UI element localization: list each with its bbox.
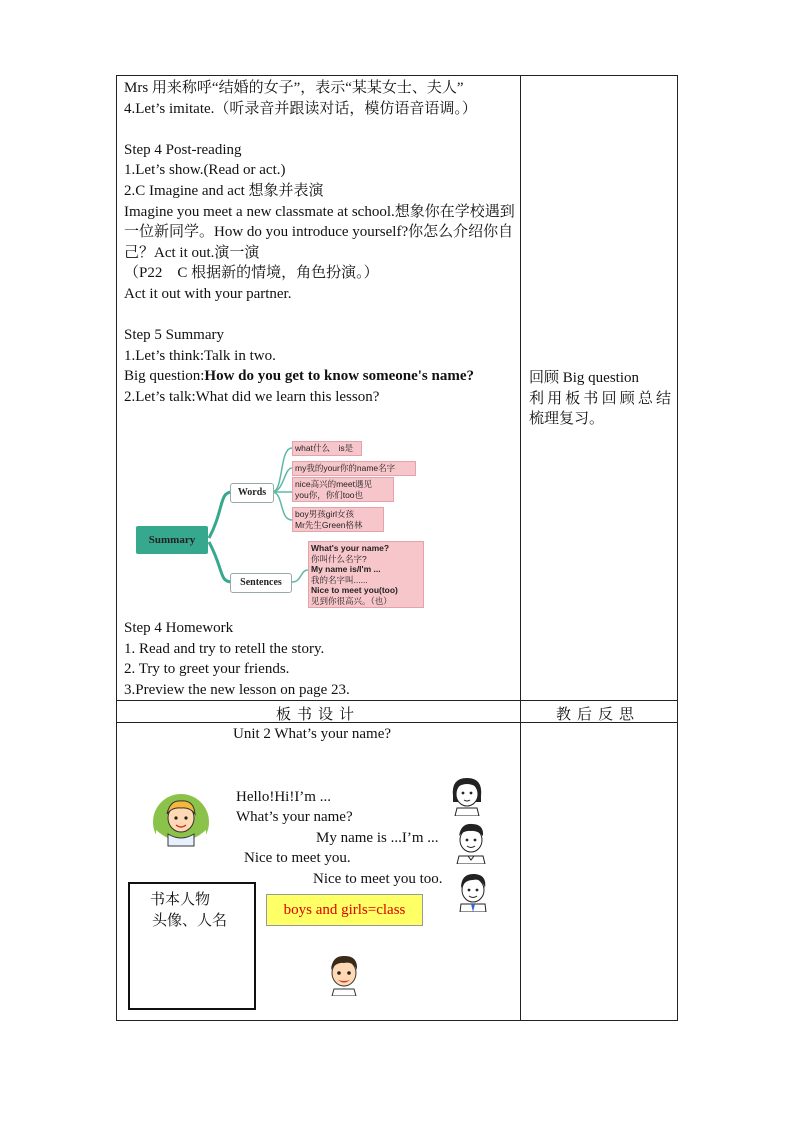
text-line: 2.Let’s talk:What did we learn this lesson? (124, 388, 380, 405)
mindmap-sentence-group (308, 541, 424, 608)
mindmap-word-group (292, 477, 394, 502)
mindmap-sentence: What's your name? (311, 543, 390, 553)
text-line: （P22 C 根据新的情境，角色扮演。） (124, 265, 379, 282)
text-line: 4.Let’s imitate.（听录音并跟读对话，模仿语音语调。） (124, 100, 477, 117)
text-line: 2. Try to greet your friends. (124, 661, 290, 678)
summary-mindmap (124, 430, 424, 615)
mindmap-word-item: what什么 is是 (292, 441, 362, 456)
text-line: Mrs 用来称呼“结婚的女子”，表示“某某女士、夫人” (124, 80, 464, 96)
board-line: My name is ...I’m ... (316, 830, 439, 846)
reflection-header: 教后反思 (556, 707, 641, 723)
mindmap-sentence: My name is/I'm ... (311, 564, 381, 574)
mindmap-word-item: nice高兴的meet遇见 (295, 479, 372, 489)
big-question-text: How do you get to know someone's name? (204, 368, 475, 385)
placeholder-label: 书本人物 (150, 892, 211, 908)
board-line: Nice to meet you. (244, 850, 351, 866)
board-title: Unit 2 What’s your name? (233, 726, 392, 742)
boy-avatar-icon (453, 870, 493, 912)
step-heading: Step 5 Summary (124, 327, 224, 344)
board-line: What’s your name? (236, 809, 353, 825)
table-border-bottom (116, 1020, 678, 1021)
mindmap-word-item: you你，你们too也 (295, 489, 364, 500)
side-note-line: 梳理复习。 (529, 411, 605, 428)
boy-avatar-icon (150, 790, 212, 852)
mindmap-word-item: boy男孩girl女孩 (295, 509, 355, 519)
mindmap-word-item: my我的your你的name名字 (292, 461, 416, 476)
board-design-header: 板书设计 (276, 707, 361, 723)
mindmap-word-item: Mr先生Green格林 (295, 519, 363, 530)
mindmap-root-node: Summary (136, 526, 208, 554)
mindmap-sentence: 我的名字叫...... (311, 574, 368, 585)
girl-avatar-icon (447, 774, 487, 816)
mindmap-sentence: Nice to meet you(too) (311, 585, 398, 595)
text-paragraph: Imagine you meet a new classmate at school.想象你在学校遇到一位新同学。How do you introduce yourself?你怎么介绍你自己？Act it out.演一演 (124, 203, 515, 261)
board-line: Hello!Hi!I’m ... (236, 789, 331, 805)
table-border-top (116, 75, 678, 76)
text-line: Act it out with your partner. (124, 285, 292, 302)
character-placeholder-box (128, 882, 256, 1010)
big-question-label: Big question: (124, 368, 205, 385)
placeholder-label: 头像、人名 (152, 913, 228, 929)
homework-block (124, 618, 516, 700)
step-heading: Step 4 Homework (124, 620, 234, 636)
boy-avatar-icon (324, 952, 364, 996)
side-note-line: 回顾 Big question (529, 370, 640, 386)
mindmap-sentences-node: Sentences (230, 573, 292, 593)
side-note (529, 368, 671, 430)
boy-avatar-icon (451, 820, 493, 864)
mindmap-sentence: 你叫什么名字? (311, 553, 367, 564)
step-heading: Step 4 Post-reading (124, 141, 242, 158)
mindmap-sentence: 见到你很高兴。（也） (311, 595, 392, 606)
text-line: 2.C Imagine and act 想象并表演 (124, 182, 324, 199)
mindmap-word-group (292, 507, 384, 532)
mindmap-words-node: Words (230, 483, 274, 503)
class-vocabulary-box: boys and girls=class (266, 894, 423, 926)
text-line: 3.Preview the new lesson on page 23. (124, 681, 350, 698)
side-note-line: 利用板书回顾总结 (529, 390, 671, 407)
board-line: Nice to meet you too. (313, 871, 443, 887)
table-border-left (116, 75, 117, 1021)
table-border-right (677, 75, 678, 1021)
lesson-steps-cell (124, 78, 516, 408)
text-line: 1. Read and try to retell the story. (124, 640, 325, 657)
text-line: 1.Let’s show.(Read or act.) (124, 162, 286, 179)
table-column-divider (520, 75, 521, 1021)
text-line: 1.Let’s think:Talk in two. (124, 347, 276, 364)
big-question-line (124, 366, 516, 387)
